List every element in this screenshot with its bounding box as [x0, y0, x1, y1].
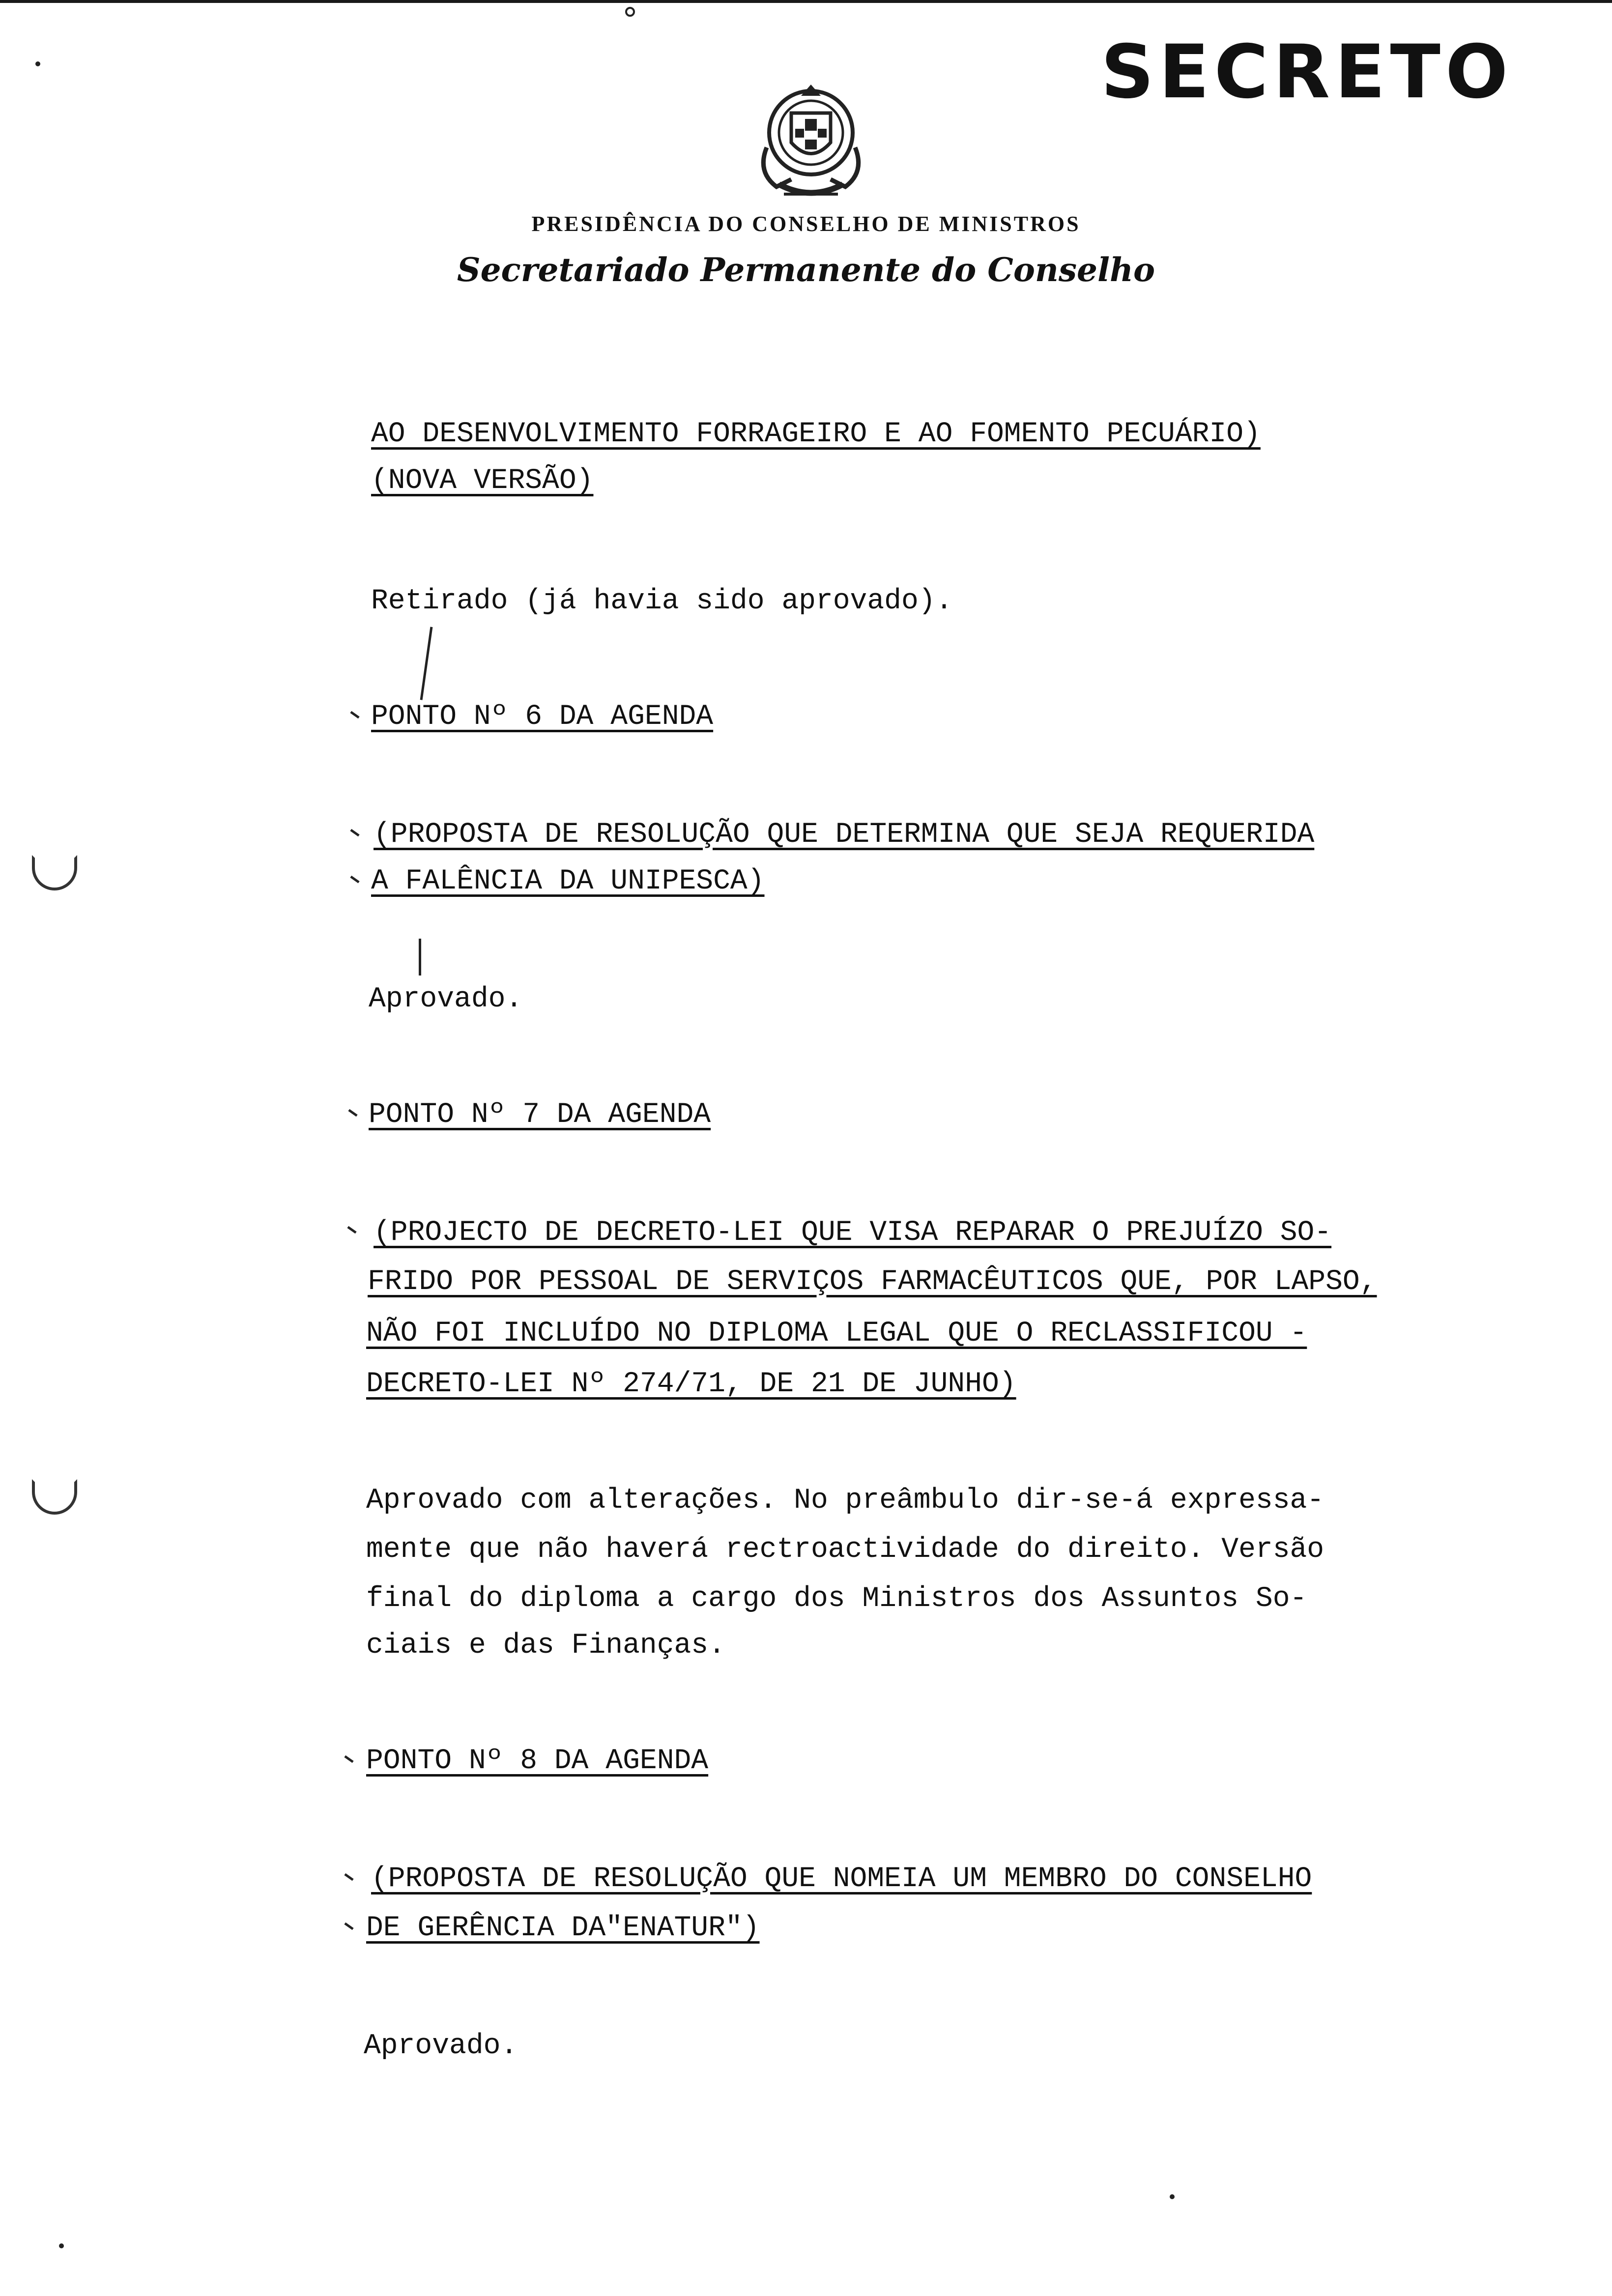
margin-tick-mark — [344, 1923, 353, 1930]
item8-title-line-2: DE GERÊNCIA DA"ENATUR") — [366, 1912, 760, 1944]
coat-of-arms-icon — [737, 74, 885, 206]
item8-title-line-1: (PROPOSTA DE RESOLUÇÃO QUE NOMEIA UM MEMBRO DO CONSELHO — [371, 1863, 1312, 1895]
item5-title-line-1: AO DESENVOLVIMENTO FORRAGEIRO E AO FOMENTO PECUÁRIO) — [371, 418, 1261, 450]
margin-tick-mark — [350, 711, 359, 719]
item7-title-line-1: (PROJECTO DE DECRETO-LEI QUE VISA REPARAR O PREJUÍZO SO- — [374, 1217, 1332, 1249]
punch-hole-mark — [32, 855, 77, 890]
margin-pen-mark — [419, 939, 421, 976]
classification-stamp: SECRETO — [1101, 29, 1513, 115]
margin-tick-mark — [350, 829, 359, 837]
margin-pen-mark — [420, 627, 433, 700]
scan-speck — [59, 2243, 64, 2248]
item6-title-line-2: A FALÊNCIA DA UNIPESCA) — [371, 865, 765, 897]
issuing-office-subtitle: Secretariado Permanente do Conselho — [457, 251, 1155, 289]
item6-title-line-1: (PROPOSTA DE RESOLUÇÃO QUE DETERMINA QUE SEJA REQUERIDA — [374, 819, 1315, 851]
top-border-rule — [0, 0, 1612, 3]
item7-decision-line-3: final do diploma a cargo dos Ministros dos Assuntos So- — [366, 1583, 1307, 1615]
item7-title-line-4: DECRETO-LEI Nº 274/71, DE 21 DE JUNHO) — [366, 1368, 1016, 1400]
scan-speck — [1170, 2194, 1175, 2199]
item5-decision: Retirado (já havia sido aprovado). — [371, 585, 953, 617]
margin-tick-mark — [348, 1109, 357, 1117]
scan-speck — [625, 7, 635, 17]
margin-tick-mark — [344, 1755, 353, 1763]
item7-decision-line-2: mente que não haverá rectroactividade do direito. Versão — [366, 1534, 1324, 1566]
margin-tick-mark — [344, 1873, 353, 1881]
item5-title-line-2: (NOVA VERSÃO) — [371, 465, 594, 497]
item7-heading: PONTO Nº 7 DA AGENDA — [369, 1099, 711, 1131]
punch-hole-mark — [32, 1479, 77, 1515]
item6-heading: PONTO Nº 6 DA AGENDA — [371, 701, 714, 733]
item8-decision: Aprovado. — [364, 2030, 518, 2062]
item7-title-line-2: FRIDO POR PESSOAL DE SERVIÇOS FARMACÊUTICOS QUE, POR LAPSO, — [368, 1266, 1377, 1298]
issuing-authority-title: PRESIDÊNCIA DO CONSELHO DE MINISTROS — [531, 212, 1081, 236]
scan-speck — [35, 61, 40, 66]
margin-tick-mark — [350, 876, 359, 884]
item7-decision-line-4: ciais e das Finanças. — [366, 1630, 725, 1662]
item7-title-line-3: NÃO FOI INCLUÍDO NO DIPLOMA LEGAL QUE O RECLASSIFICOU - — [366, 1318, 1307, 1349]
item8-heading: PONTO Nº 8 DA AGENDA — [366, 1745, 709, 1777]
margin-tick-mark — [347, 1226, 356, 1234]
item6-decision: Aprovado. — [369, 983, 523, 1015]
item7-decision-line-1: Aprovado com alterações. No preâmbulo dir-se-á expressa- — [366, 1485, 1324, 1517]
